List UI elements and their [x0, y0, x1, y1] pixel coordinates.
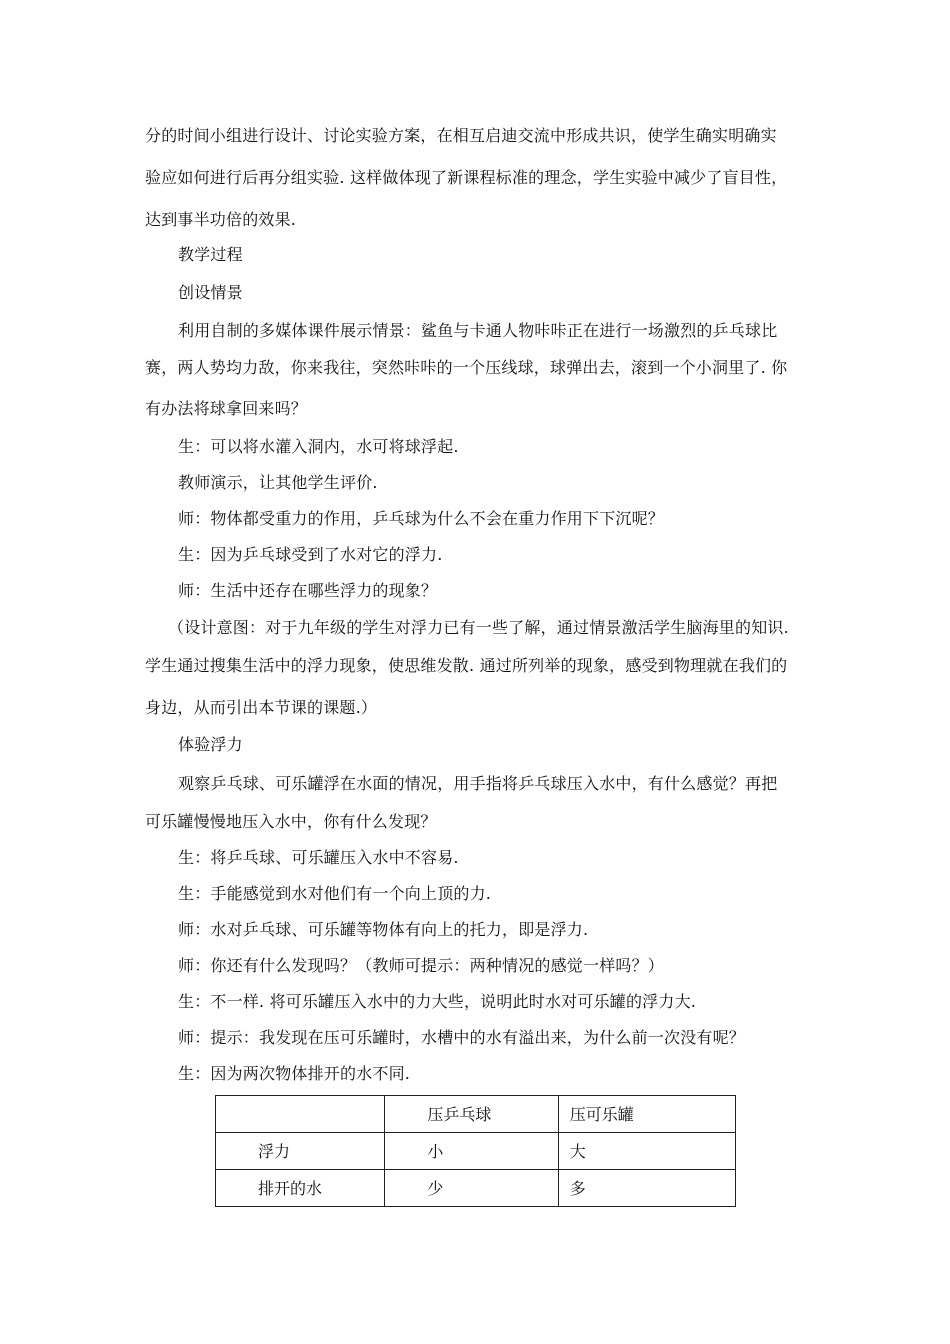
table-row-label: 排开的水: [216, 1170, 385, 1207]
table-cell: 小: [385, 1133, 558, 1170]
table-row: [216, 1133, 736, 1170]
dialogue-line: 生：因为乒乓球受到了水对它的浮力.: [178, 545, 443, 564]
dialogue-line: 师：你还有什么发现吗？（教师可提示：两种情况的感觉一样吗？）: [178, 956, 665, 975]
comparison-table: [215, 1095, 736, 1207]
dialogue-line: 师：水对乒乓球、可乐罐等物体有向上的托力，即是浮力.: [178, 920, 589, 939]
paragraph-line: 有办法将球拿回来吗？: [145, 399, 308, 418]
table-cell: 大: [558, 1133, 735, 1170]
paragraph-line: 赛，两人势均力敌，你来我往，突然咔咔的一个压线球，球弹出去，滚到一个小洞里了. 你: [145, 358, 788, 377]
paragraph-line: 分的时间小组进行设计、讨论实验方案，在相互启迪交流中形成共识，使学生确实明确实: [145, 126, 777, 145]
table-cell: 多: [558, 1170, 735, 1207]
paragraph-line: 观察乒乓球、可乐罐浮在水面的情况，用手指将乒乓球压入水中，有什么感觉？再把: [178, 774, 778, 793]
dialogue-line: 生：将乒乓球、可乐罐压入水中不容易.: [178, 848, 459, 867]
table-header-cell: 压可乐罐: [558, 1096, 735, 1133]
dialogue-line: 生：不一样. 将可乐罐压入水中的力大些，说明此时水对可乐罐的浮力大.: [178, 992, 697, 1011]
section-heading: 创设情景: [178, 283, 243, 302]
paragraph-line: 验应如何进行后再分组实验. 这样做体现了新课程标准的理念，学生实验中减少了盲目性，: [145, 168, 788, 187]
table-header-row: [216, 1096, 736, 1133]
table-row-label: 浮力: [216, 1133, 385, 1170]
dialogue-line: 生：可以将水灌入洞内，水可将球浮起.: [178, 437, 459, 456]
paragraph-line: 利用自制的多媒体课件展示情景：鲨鱼与卡通人物咔咔正在进行一场激烈的乒乓球比: [178, 321, 778, 340]
dialogue-line: 师：提示：我发现在压可乐罐时，水槽中的水有溢出来，为什么前一次没有呢？: [178, 1028, 746, 1047]
paragraph-line: 可乐罐慢慢地压入水中，你有什么发现？: [145, 812, 437, 831]
dialogue-line: 师：物体都受重力的作用，乒乓球为什么不会在重力作用下下沉呢？: [178, 509, 665, 528]
dialogue-line: 生：因为两次物体排开的水不同.: [178, 1064, 411, 1083]
dialogue-line: 师：生活中还存在哪些浮力的现象？: [178, 581, 438, 600]
table-cell: [216, 1096, 385, 1133]
table-cell: 少: [385, 1170, 558, 1207]
design-note-line: （设计意图：对于九年级的学生对浮力已有一些了解，通过情景激活学生脑海里的知识.: [168, 618, 789, 637]
design-note-line: 学生通过搜集生活中的浮力现象，使思维发散. 通过所列举的现象，感受到物理就在我们的: [145, 656, 788, 675]
dialogue-line: 教师演示，让其他学生评价.: [178, 473, 378, 492]
section-heading: 体验浮力: [178, 735, 243, 754]
dialogue-line: 生：手能感觉到水对他们有一个向上顶的力.: [178, 884, 492, 903]
paragraph-line: 达到事半功倍的效果.: [145, 210, 297, 229]
table-header-cell: 压乒乓球: [385, 1096, 558, 1133]
section-heading: 教学过程: [178, 245, 243, 264]
design-note-line: 身边，从而引出本节课的课题.）: [145, 698, 378, 717]
table-row: [216, 1170, 736, 1207]
